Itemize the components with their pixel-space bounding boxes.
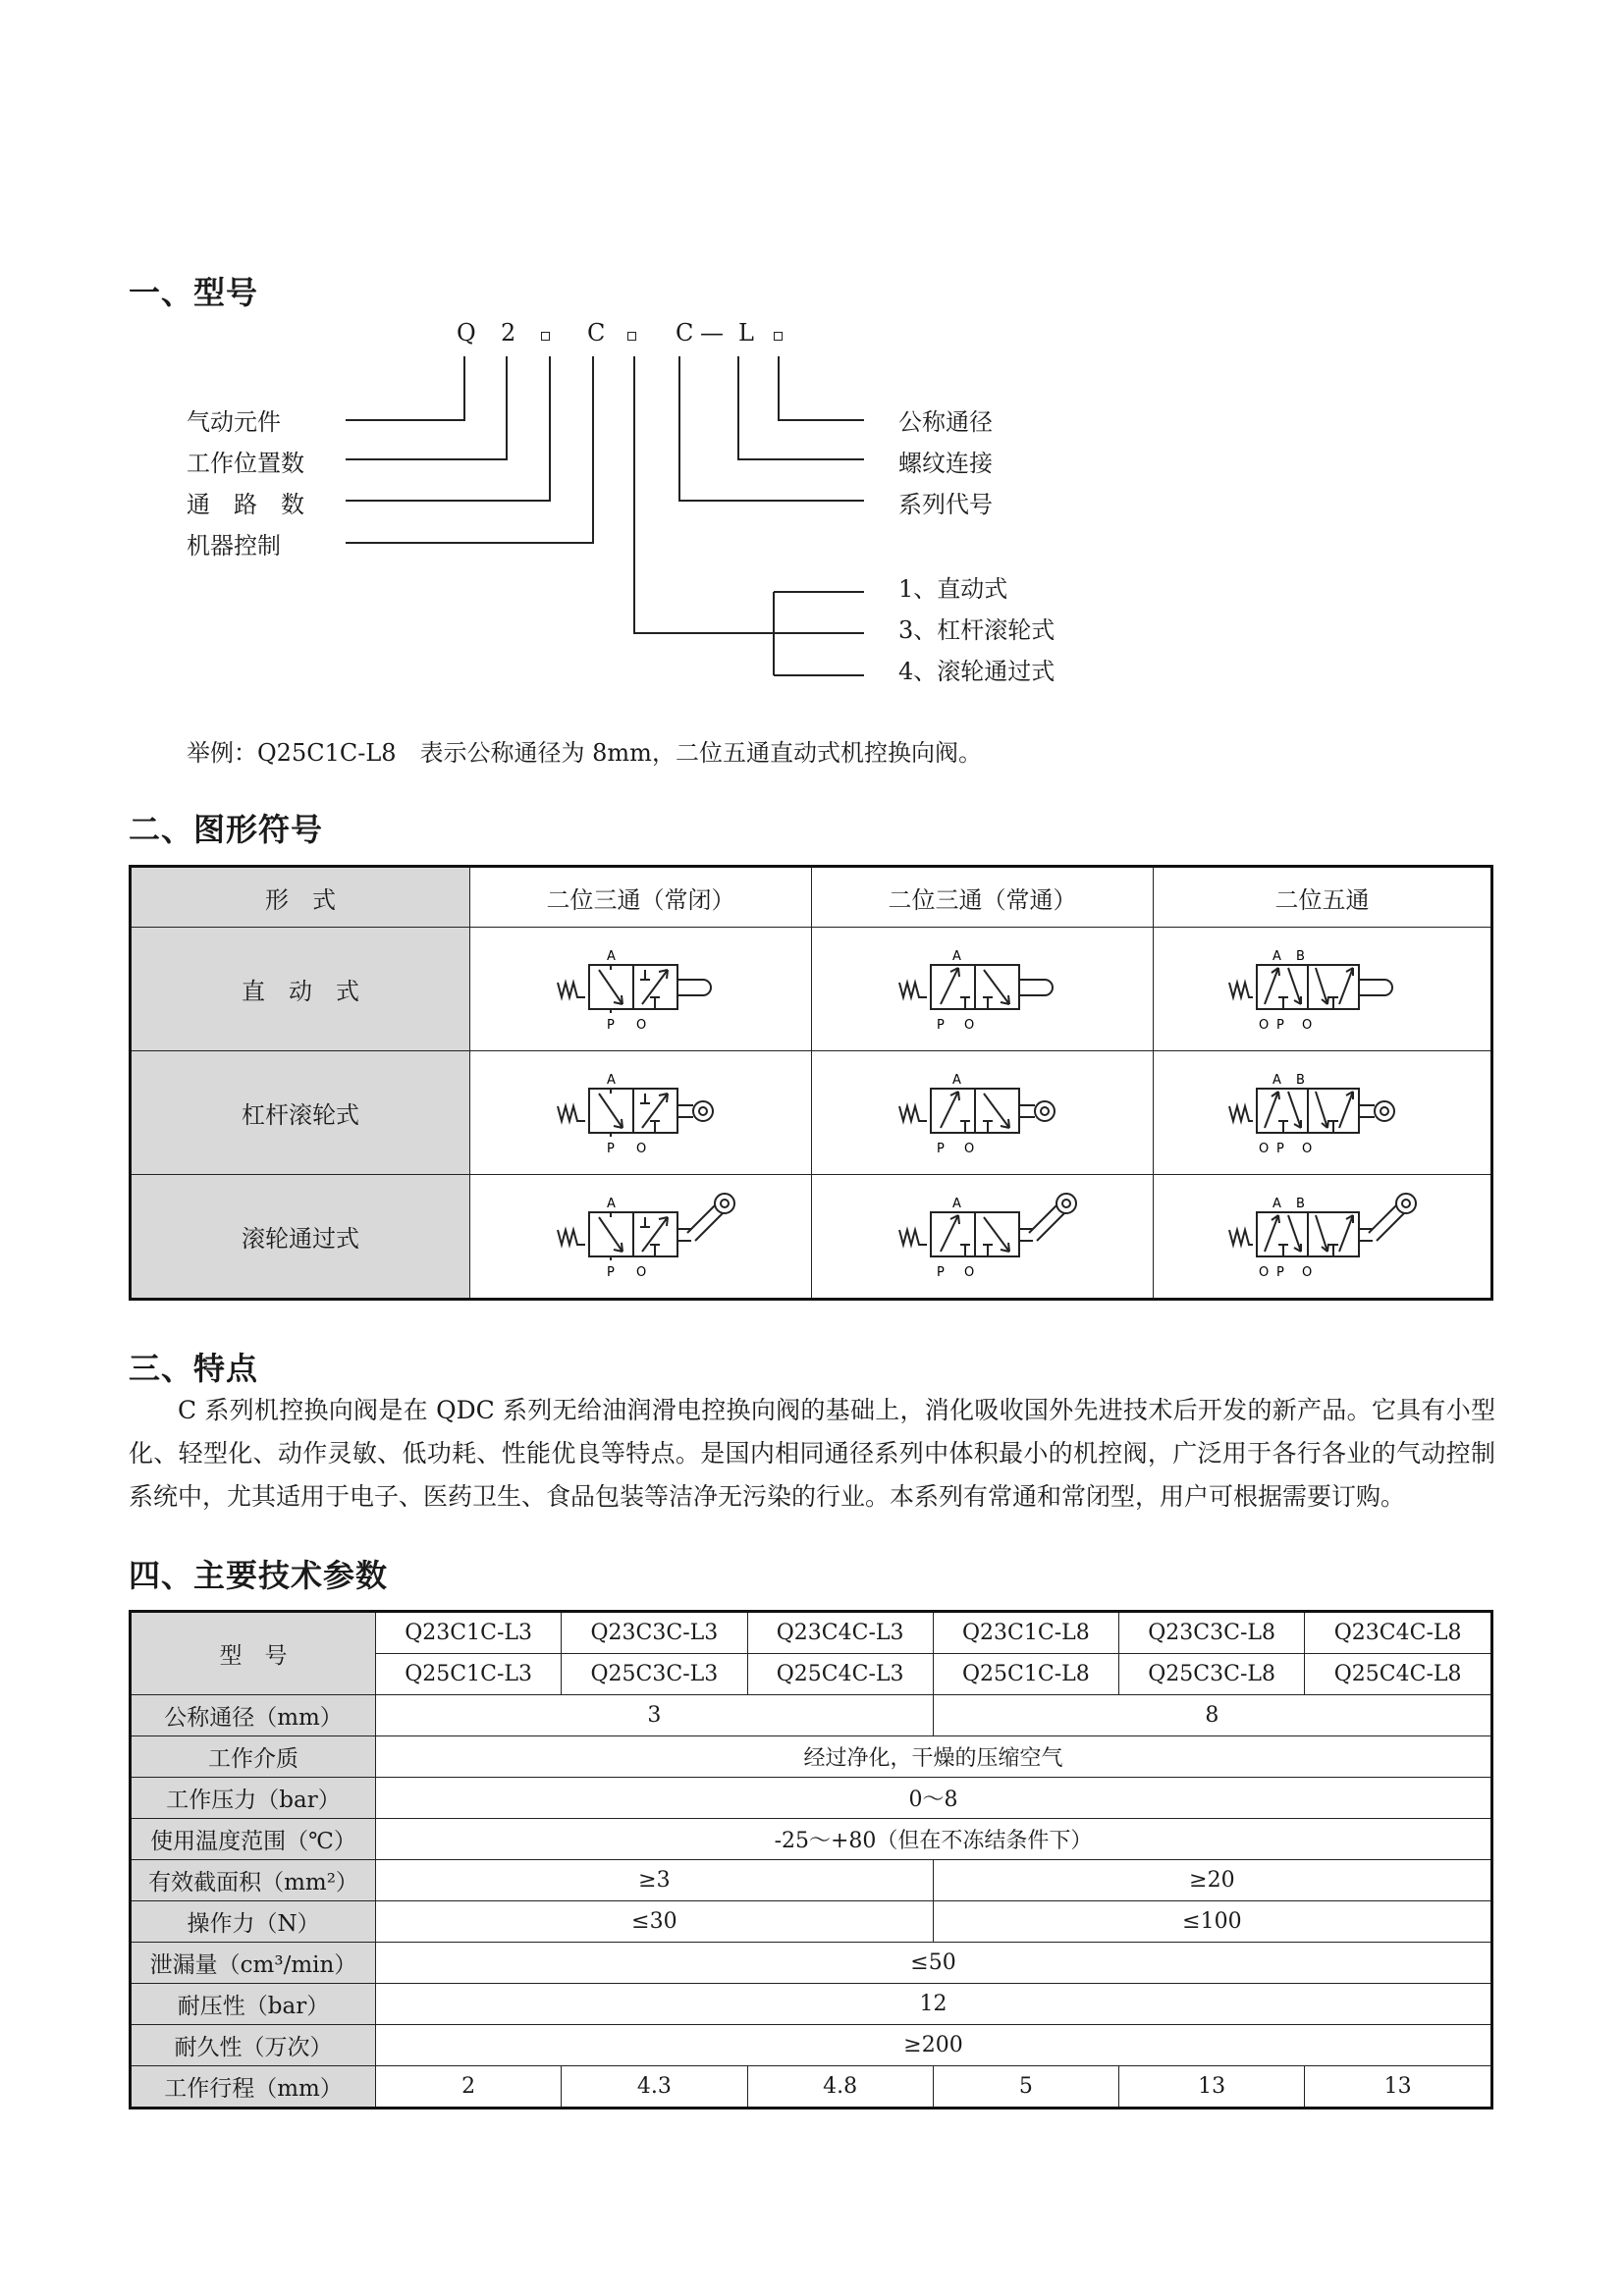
table-row <box>131 1860 1492 1901</box>
model-code-diagram <box>0 0 1624 707</box>
param-label: 公称通径（mm） <box>131 1695 376 1736</box>
port-label-a: A <box>951 1196 961 1211</box>
param-label: 泄漏量（cm³/min） <box>131 1943 376 1984</box>
valve-symbol-3way-no-direct <box>870 940 1096 1039</box>
table-row <box>131 1695 1492 1736</box>
model-cell: Q23C1C-L3 <box>376 1612 562 1654</box>
port-label-a: A <box>606 1196 616 1211</box>
port-label-a: A <box>951 948 961 964</box>
symbols-row-roller-pass: 滚轮通过式 <box>131 1175 470 1300</box>
section-1-title: 一、型号 <box>129 274 259 311</box>
port-label-b: B <box>1295 1196 1305 1211</box>
model-cell: Q25C4C-L8 <box>1305 1654 1492 1695</box>
model-cell: Q23C3C-L3 <box>562 1612 747 1654</box>
table-row <box>131 2066 1492 2109</box>
param-label: 耐久性（万次） <box>131 2025 376 2066</box>
port-label-a: A <box>951 1072 961 1088</box>
section-4-title: 四、主要技术参数 <box>129 1557 389 1594</box>
param-value: 4.8 <box>747 2066 933 2109</box>
port-label-a: A <box>1272 948 1281 964</box>
port-label-o: O <box>1301 1017 1312 1033</box>
port-label-o: O <box>1301 1264 1312 1280</box>
param-label: 耐压性（bar） <box>131 1984 376 2025</box>
param-value: ≤50 <box>376 1943 1492 1984</box>
code-char-l: L <box>738 319 754 347</box>
param-value: ≥20 <box>933 1860 1491 1901</box>
code-char-q: Q <box>457 319 476 347</box>
param-label: 有效截面积（mm²） <box>131 1860 376 1901</box>
param-value: 2 <box>376 2066 562 2109</box>
label-positions: 工作位置数 <box>187 450 304 477</box>
param-label: 工作介质 <box>131 1736 376 1778</box>
port-label-p: P <box>606 1141 615 1156</box>
table-row <box>131 1736 1492 1778</box>
label-ways: 通 路 数 <box>187 491 304 518</box>
port-label-a: A <box>606 1072 616 1088</box>
param-value: 8 <box>933 1695 1491 1736</box>
model-label: 型 号 <box>131 1612 376 1695</box>
label-nominal-diameter: 公称通径 <box>898 408 993 436</box>
option-roller-pass: 4、滚轮通过式 <box>898 658 1056 685</box>
table-row <box>131 1778 1492 1819</box>
param-label: 操作力（N） <box>131 1901 376 1943</box>
param-label: 工作行程（mm） <box>131 2066 376 2109</box>
code-char-c: C <box>587 319 606 347</box>
valve-symbol-5way-pass <box>1210 1188 1435 1286</box>
symbols-header-form: 形 式 <box>131 867 470 928</box>
table-row <box>131 1943 1492 1984</box>
port-label-b: B <box>1295 948 1305 964</box>
port-label-o: O <box>963 1017 974 1033</box>
port-label-a: A <box>1272 1196 1281 1211</box>
param-value: 经过净化，干燥的压缩空气 <box>376 1736 1492 1778</box>
port-label-p: P <box>1275 1141 1284 1156</box>
param-label: 使用温度范围（℃） <box>131 1819 376 1860</box>
port-label-o: O <box>635 1017 646 1033</box>
valve-symbol-3way-nc-direct <box>528 940 754 1039</box>
port-label-p: P <box>606 1264 615 1280</box>
param-value: ≤100 <box>933 1901 1491 1943</box>
port-label-o: O <box>1258 1264 1269 1280</box>
param-value: ≥200 <box>376 2025 1492 2066</box>
valve-symbol-5way-direct <box>1210 940 1435 1039</box>
port-label-p: P <box>1275 1264 1284 1280</box>
port-label-o: O <box>1301 1141 1312 1156</box>
param-value: -25～+80（但在不冻结条件下） <box>376 1819 1492 1860</box>
table-row <box>131 1901 1492 1943</box>
model-cell: Q23C4C-L3 <box>747 1612 933 1654</box>
code-char-c: C <box>676 319 694 347</box>
symbols-header-3way-nc: 二位三通（常闭） <box>470 867 812 928</box>
port-label-p: P <box>936 1141 945 1156</box>
param-value: 13 <box>1305 2066 1492 2109</box>
valve-symbol-3way-nc-lever <box>528 1064 754 1162</box>
port-label-o: O <box>635 1264 646 1280</box>
param-value: 3 <box>376 1695 934 1736</box>
port-label-o: O <box>1258 1141 1269 1156</box>
port-label-b: B <box>1295 1072 1305 1088</box>
technical-parameters-table <box>129 1610 1493 2109</box>
example-text: 举例：Q25C1C-L8 表示公称通径为 8mm，二位五通直动式机控换向阀。 <box>187 739 982 767</box>
param-value: 5 <box>933 2066 1118 2109</box>
param-value: 0～8 <box>376 1778 1492 1819</box>
param-value: ≤30 <box>376 1901 934 1943</box>
label-mechanical-control: 机器控制 <box>187 532 281 560</box>
table-row <box>131 1984 1492 2025</box>
code-char-2: 2 <box>501 319 516 347</box>
symbols-header-5way: 二位五通 <box>1154 867 1492 928</box>
symbols-row-direct: 直 动 式 <box>131 928 470 1051</box>
table-row <box>131 2025 1492 2066</box>
code-dash: — <box>700 319 724 347</box>
option-direct: 1、直动式 <box>898 575 1008 603</box>
table-row <box>131 1819 1492 1860</box>
symbols-row-lever-roller: 杠杆滚轮式 <box>131 1051 470 1175</box>
port-label-p: P <box>606 1017 615 1033</box>
model-cell: Q23C3C-L8 <box>1119 1612 1305 1654</box>
section-3-title: 三、特点 <box>129 1350 259 1387</box>
valve-symbol-3way-nc-pass <box>528 1188 754 1286</box>
label-series-code: 系列代号 <box>898 491 993 518</box>
port-label-p: P <box>1275 1017 1284 1033</box>
option-lever-roller: 3、杠杆滚轮式 <box>898 616 1056 644</box>
graphic-symbols-table <box>129 865 1493 1301</box>
valve-symbol-3way-no-lever <box>870 1064 1096 1162</box>
model-cell: Q25C3C-L8 <box>1119 1654 1305 1695</box>
param-value: 12 <box>376 1984 1492 2025</box>
port-label-a: A <box>1272 1072 1281 1088</box>
model-cell: Q25C3C-L3 <box>562 1654 747 1695</box>
model-cell: Q23C4C-L8 <box>1305 1612 1492 1654</box>
model-cell: Q23C1C-L8 <box>933 1612 1118 1654</box>
features-text: C 系列机控换向阀是在 QDC 系列无给油润滑电控换向阀的基础上，消化吸收国外先进技术后开发的新产品。它具有小型化、轻型化、动作灵敏、低功耗、性能优良等特点。是国内相同通径系列中体积最小的机控阀，广泛用于各行各业的气动控制系统中，尤其适用于电子、医药卫生、食品包装等洁净无污染的行业。本系列有常通和常闭型，用户可根据需要订购。 <box>129 1396 1495 1511</box>
label-pneumatic-element: 气动元件 <box>187 408 281 436</box>
port-label-p: P <box>936 1264 945 1280</box>
label-thread-connection: 螺纹连接 <box>898 450 993 477</box>
port-label-a: A <box>606 948 616 964</box>
param-value: 13 <box>1119 2066 1305 2109</box>
symbols-header-3way-no: 二位三通（常通） <box>812 867 1154 928</box>
port-label-o: O <box>963 1141 974 1156</box>
port-label-p: P <box>936 1017 945 1033</box>
port-label-o: O <box>635 1141 646 1156</box>
model-cell: Q25C1C-L3 <box>376 1654 562 1695</box>
valve-symbol-5way-lever <box>1210 1064 1435 1162</box>
features-paragraph <box>129 1389 1495 1519</box>
model-cell: Q25C4C-L3 <box>747 1654 933 1695</box>
model-cell: Q25C1C-L8 <box>933 1654 1118 1695</box>
port-label-o: O <box>1258 1017 1269 1033</box>
section-2-title: 二、图形符号 <box>129 811 324 848</box>
param-value: ≥3 <box>376 1860 934 1901</box>
param-label: 工作压力（bar） <box>131 1778 376 1819</box>
valve-symbol-3way-no-pass <box>870 1188 1096 1286</box>
port-label-o: O <box>963 1264 974 1280</box>
param-value: 4.3 <box>562 2066 747 2109</box>
